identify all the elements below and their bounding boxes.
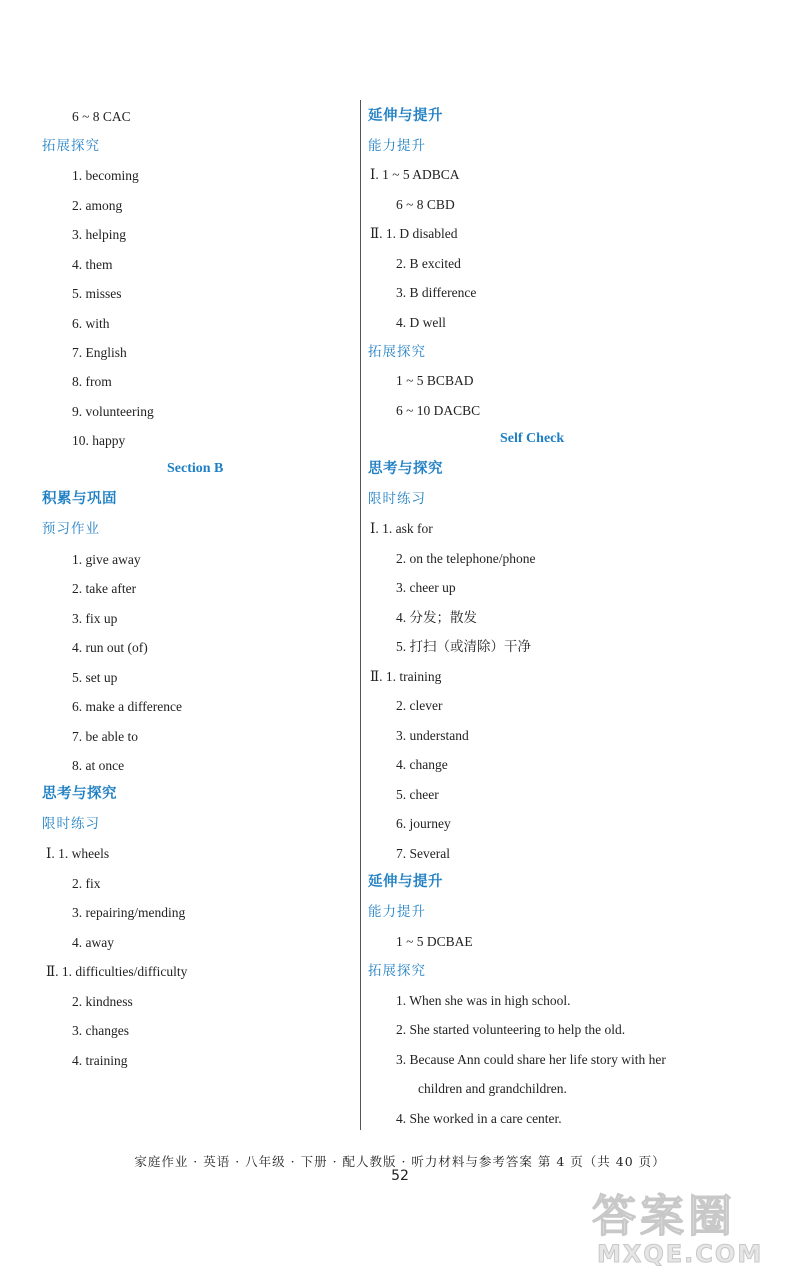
answer-line: 2. take after bbox=[72, 581, 137, 596]
section-heading: 延伸与提升 bbox=[368, 108, 443, 124]
answer-line: 2. clever bbox=[396, 698, 443, 713]
answer-line: Ⅱ. 1. difficulties/difficulty bbox=[46, 964, 188, 979]
subheading: 拓展探究 bbox=[42, 138, 100, 154]
answer-line: 4. training bbox=[72, 1053, 128, 1068]
watermark-bottom-text: MXQE.COM bbox=[597, 1240, 764, 1268]
answer-line: 3. fix up bbox=[72, 611, 118, 626]
section-heading: 思考与探究 bbox=[368, 461, 443, 477]
answer-line: Ⅰ. 1 ~ 5 ADBCA bbox=[370, 167, 460, 182]
answer-line: 4. change bbox=[396, 757, 448, 772]
answer-line: 8. from bbox=[72, 374, 112, 389]
answer-line: 1. give away bbox=[72, 552, 141, 567]
answer-line: 3. changes bbox=[72, 1023, 129, 1038]
answer-line: 4. away bbox=[72, 935, 114, 950]
answer-line: 2. She started volunteering to help the old. bbox=[396, 1022, 626, 1037]
answer-line: 1. becoming bbox=[72, 168, 139, 183]
answer-line: 6 ~ 8 CBD bbox=[396, 197, 455, 212]
answer-line: 1. When she was in high school. bbox=[396, 993, 571, 1008]
section-title: Self Check bbox=[500, 431, 565, 446]
section-title: Section B bbox=[167, 461, 224, 476]
answer-line: 3. Because Ann could share her life story with her bbox=[396, 1052, 666, 1067]
answer-line: 4. D well bbox=[396, 315, 446, 330]
answer-line: Ⅱ. 1. training bbox=[370, 669, 442, 684]
answer-line: 8. at once bbox=[72, 758, 125, 773]
subheading: 预习作业 bbox=[42, 521, 100, 537]
subheading: 拓展探究 bbox=[368, 344, 426, 360]
answer-line: 2. B excited bbox=[396, 256, 461, 271]
answer-line: 7. Several bbox=[396, 846, 450, 861]
answer-line: 2. fix bbox=[72, 876, 101, 891]
answer-line: 4. She worked in a care center. bbox=[396, 1111, 562, 1126]
answer-line: Ⅱ. 1. D disabled bbox=[370, 226, 458, 241]
answer-line: children and grandchildren. bbox=[418, 1081, 567, 1096]
answer-line: 5. 打扫（或清除）干净 bbox=[396, 639, 531, 654]
page-number: 52 bbox=[391, 1168, 409, 1184]
subheading: 限时练习 bbox=[368, 491, 426, 507]
section-heading: 积累与巩固 bbox=[42, 491, 117, 507]
subheading: 能力提升 bbox=[368, 904, 426, 920]
answer-line: 10. happy bbox=[72, 433, 126, 448]
watermark-top-text: 答案圈 bbox=[592, 1191, 736, 1242]
answer-line: 5. misses bbox=[72, 286, 122, 301]
answer-line: 1 ~ 5 DCBAE bbox=[396, 934, 473, 949]
answer-line: 7. English bbox=[72, 345, 127, 360]
answer-line: 6. with bbox=[72, 316, 110, 331]
watermark-logo bbox=[582, 1180, 782, 1270]
answer-line: 3. understand bbox=[396, 728, 469, 743]
subheading: 限时练习 bbox=[42, 816, 100, 832]
answer-line: Ⅰ. 1. ask for bbox=[370, 521, 433, 536]
section-heading: 思考与探究 bbox=[42, 786, 117, 802]
answer-line: 6. make a difference bbox=[72, 699, 182, 714]
answer-line: 3. B difference bbox=[396, 285, 477, 300]
answer-line: 4. run out (of) bbox=[72, 640, 148, 655]
answer-line: 6 ~ 10 DACBC bbox=[396, 403, 481, 418]
answer-line: 7. be able to bbox=[72, 729, 138, 744]
answer-line: 6 ~ 8 CAC bbox=[72, 109, 131, 124]
page-footer: 家庭作业 · 英语 · 八年级 · 下册 · 配人教版 · 听力材料与参考答案 第 4 页（共 40 页） bbox=[134, 1154, 666, 1169]
answer-line: 2. on the telephone/phone bbox=[396, 551, 536, 566]
answer-line: 4. them bbox=[72, 257, 113, 272]
answer-line: Ⅰ. 1. wheels bbox=[46, 846, 110, 861]
answer-line: 9. volunteering bbox=[72, 404, 154, 419]
answer-line: 1 ~ 5 BCBAD bbox=[396, 373, 474, 388]
answer-line: 3. repairing/mending bbox=[72, 905, 186, 920]
subheading: 能力提升 bbox=[368, 138, 426, 154]
answer-line: 2. among bbox=[72, 198, 123, 213]
answer-line: 5. set up bbox=[72, 670, 118, 685]
column-divider bbox=[360, 100, 361, 1130]
answer-line: 2. kindness bbox=[72, 994, 133, 1009]
answer-line: 3. helping bbox=[72, 227, 126, 242]
subheading: 拓展探究 bbox=[368, 963, 426, 979]
answer-line: 4. 分发；散发 bbox=[396, 610, 477, 625]
section-heading: 延伸与提升 bbox=[368, 874, 443, 890]
answer-line: 6. journey bbox=[396, 816, 451, 831]
answer-line: 5. cheer bbox=[396, 787, 439, 802]
answer-line: 3. cheer up bbox=[396, 580, 456, 595]
